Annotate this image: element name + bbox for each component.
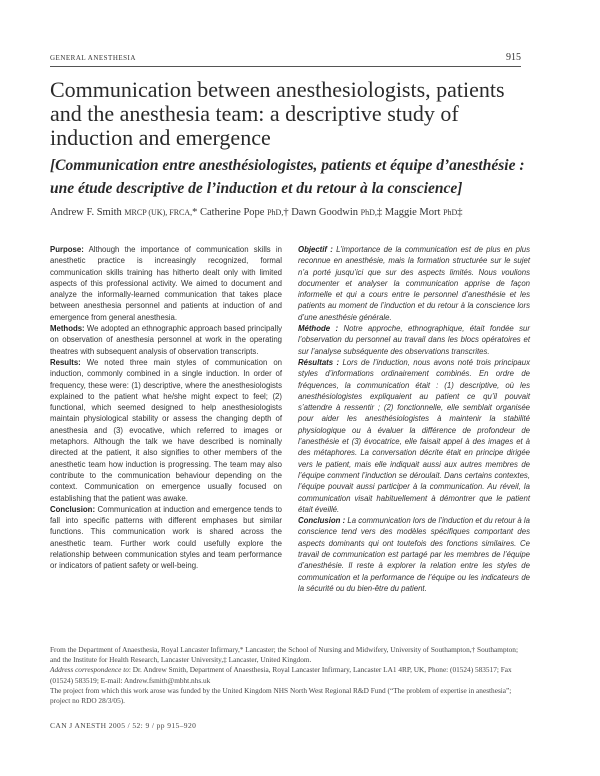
abstract-purpose bbox=[50, 244, 282, 323]
french-title: [Communication entre anesthésiologistes, patients et équipe d’anesthésie : une étude descriptive de l’induction et du retour à la conscience] bbox=[50, 157, 525, 197]
author-mark: ‡ bbox=[376, 207, 383, 218]
author-name: Andrew F. Smith bbox=[50, 207, 122, 218]
footnotes bbox=[50, 645, 530, 706]
page-number: 915 bbox=[506, 52, 521, 63]
article-title: Communication between anesthesiologists, patients and the anesthesia team: a descriptive study of induction and emergence bbox=[50, 77, 505, 150]
author-list bbox=[50, 207, 530, 218]
author-degrees: PhD bbox=[443, 208, 458, 217]
section-text: Although the importance of communication skills in anesthetic practice is increasingly recognized, formal communication skills training has hitherto dealt only with limited aspects of this professional activity. We aimed to document and analyze the informally-learned communication that takes place between anesthesia personnel and patients at induction of and emergence from general anesthesia. bbox=[50, 245, 282, 322]
abstract-methods bbox=[50, 323, 282, 357]
abstract-english bbox=[50, 244, 282, 572]
correspondence bbox=[50, 665, 530, 685]
author-mark: ‡ bbox=[457, 207, 463, 218]
section-text: Communication at induction and emergence tends to fall into specific patterns with different emphases but similar functions. This communication work is shared across the anesthetic team. Further work could usefully explore the relationship between communication styles and team performance or indicators of patient safety or well-being. bbox=[50, 504, 282, 571]
section-label: Conclusion : bbox=[298, 516, 346, 526]
section-label: Objectif : bbox=[298, 245, 333, 254]
affiliations: From the Department of Anaesthesia, Royal Lancaster Infirmary,* Lancaster; the School of Nursing and Midwifery, University of Southampton,† Southampton; and the Institute for Health Research, Lancaster University,‡ Lancaster, United Kingdom. bbox=[50, 645, 518, 665]
section-text: Notre approche, ethnographique, était fondée sur l’observation du personnel au travail dans les blocs opératoires et sur l’analyse subséquente des observations transcrites. bbox=[298, 324, 530, 356]
section-label: Méthode : bbox=[298, 324, 339, 334]
author-name: Dawn Goodwin bbox=[291, 207, 358, 218]
author-degrees: PhD, bbox=[267, 208, 284, 217]
author-mark: * bbox=[192, 207, 198, 218]
author-mark: † bbox=[283, 207, 289, 218]
correspondence-text: : Dr. Andrew Smith, Department of Anaesthesia, Royal Lancaster Infirmary, Lancaster LA1 4RP, UK, Phone: (01524) 583517; Fax (01524) 583519; E-mail: Andrew.fsmith@mbht.nhs.uk bbox=[50, 665, 512, 685]
abstract-methode bbox=[298, 323, 530, 357]
abstract-french bbox=[298, 244, 530, 594]
funding-note: The project from which this work arose was funded by the United Kingdom NHS North West Regional R&D Fund (“The problem of expertise in anesthesia”; project no RDO 28/3/05). bbox=[50, 685, 512, 706]
section-text: L’importance de la communication est de plus en plus reconnue en anesthésie, mais la formation structurée sur le sujet n’a porté jusqu’ici que sur des aspects limités. Nous voulions documenter et analyser la communication apprise de façon informelle et qui a cours entre le personnel d’anesthésie et les patients au moment de l’induction et du retour à la conscience lors d’une anesthésie générale. bbox=[298, 245, 530, 322]
header-rule bbox=[50, 66, 521, 67]
running-head: GENERAL ANESTHESIA bbox=[50, 54, 136, 62]
section-text: We adopted an ethnographic approach based principally on observation of anesthesia personnel at work in the operating theatres with subsequent analysis of observation transcripts. bbox=[50, 324, 282, 356]
section-text: La communication lors de l’induction et du retour à la conscience tend vers des modèles spécifiques comportant des aspects dominants qui ont toutefois des fonctions similaires. Ce travail de communication est partagé par les membres de l’équipe d’anesthésie. Il reste à explorer la relation entre les styles de communication et la performance de l’équipe ou les indicateurs de la sécurité ou du bien-être du patient. bbox=[298, 516, 530, 593]
section-label: Résultats : bbox=[298, 357, 340, 367]
section-label: Conclusion: bbox=[50, 504, 96, 514]
journal-citation: CAN J ANESTH 2005 / 52: 9 / pp 915–920 bbox=[50, 721, 197, 730]
author-degrees: MRCP (UK), FRCA, bbox=[124, 208, 193, 217]
author-name: Catherine Pope bbox=[200, 207, 265, 218]
section-label: Purpose: bbox=[50, 245, 84, 254]
abstract-conclusion-fr bbox=[298, 515, 530, 594]
section-text: We noted three main styles of communication on induction, commonly combined in a single induction. In order of frequency, these were: (1) descriptive, where the anesthesiologists explained to the patient what he/she might expect to feel; (2) functional, which seemed designed to help anesthesiologists maintain physiological stability or assess the changing depth of anesthesia and (3) evocative, which referred to images or metaphors. Although the talk we have described is nominally directed at the patient, it also signifies to other members of the anesthetic team how induction is progressing. The team may also contribute to the communication behaviour depending on the context. Communication on emergence usually focused on establishing that the patient was awake. bbox=[50, 357, 282, 503]
correspondence-label: Address correspondence to bbox=[50, 665, 129, 675]
abstract-resultats bbox=[298, 357, 530, 515]
author-name: Maggie Mort bbox=[384, 207, 441, 218]
abstract-results bbox=[50, 357, 282, 504]
abstract-conclusion bbox=[50, 504, 282, 572]
section-text: Lors de l’induction, nous avons noté trois principaux styles d’informations ordinairement combinés. En ordre de fréquences, la communication était : (1) descriptive, où les anesthésiologistes expliquaient au patient ce qu’il pouvait s’attendre à ressentir ; (2) fonctionnelle, elle semblait organisée pour aider les anesthésiologistes à maintenir la stabilité physiologique ou à évaluer la différence de profondeur de l’anesthésie et (3) évocatrice, elle faisait appel à des images et à des métaphores. La conversation décrite était en principe dirigée vers le patient, mais elle indiquait aussi aux autres membres de l’équipe comment l’induction se déroulait. Dans certains contextes, l’équipe pouvait aussi participer à la communication. Au réveil, la communication visait habituellement à démontrer que le patient était éveillé. bbox=[298, 357, 530, 514]
section-label: Methods: bbox=[50, 324, 85, 334]
author-degrees: PhD, bbox=[360, 208, 377, 217]
abstract-objectif bbox=[298, 244, 530, 323]
section-label: Results: bbox=[50, 357, 81, 367]
